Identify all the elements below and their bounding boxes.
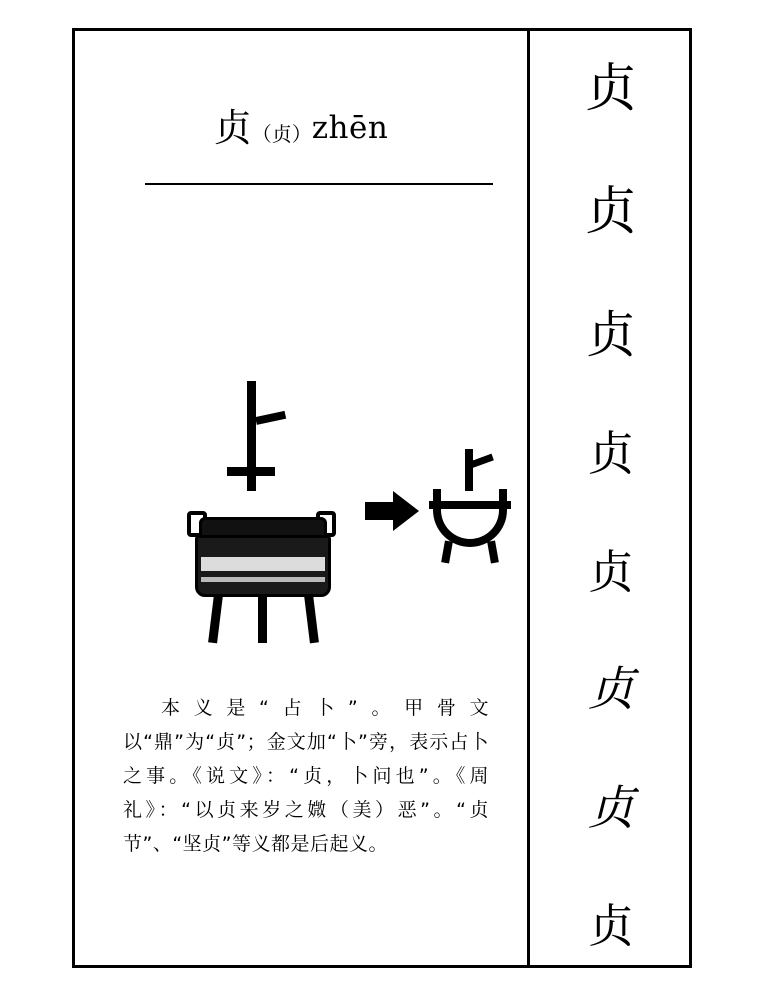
script-item-bronze: 贞 bbox=[584, 182, 637, 243]
script-item-running: 贞 bbox=[587, 662, 635, 718]
bu-component-icon bbox=[217, 381, 287, 491]
headword-variant: （贞） bbox=[251, 121, 312, 146]
pinyin: zhēn bbox=[311, 110, 389, 146]
script-item-regular-2: 贞 bbox=[588, 898, 634, 953]
script-evolution-list bbox=[530, 49, 692, 959]
main-entry-column bbox=[75, 31, 527, 965]
explanation-text: 本义是“占卜”。甲骨文以“鼎”为“贞”；金文加“卜”旁，表示占卜之事。《说文》：“贞，卜问也”。《周礼》：“以贞来岁之媺（美）恶”。“贞节”、“坚贞”等义都是后起义。 bbox=[123, 697, 489, 855]
script-item-oracle: 贞 bbox=[584, 59, 637, 119]
result-glyph-icon bbox=[427, 449, 513, 569]
script-item-clerical: 贞 bbox=[587, 426, 635, 482]
header-rule bbox=[145, 183, 493, 185]
headword: 贞 bbox=[213, 106, 252, 150]
entry-frame bbox=[72, 28, 692, 968]
arrow-right-icon bbox=[365, 491, 421, 531]
script-item-seal: 贞 bbox=[586, 305, 636, 364]
script-item-cursive: 贞 bbox=[587, 780, 635, 836]
script-item-regular-1: 贞 bbox=[588, 545, 634, 600]
ding-vessel-icon bbox=[185, 501, 340, 646]
script-evolution-column bbox=[530, 31, 692, 965]
headword-row bbox=[75, 106, 527, 150]
etymology-illustration bbox=[75, 361, 527, 661]
